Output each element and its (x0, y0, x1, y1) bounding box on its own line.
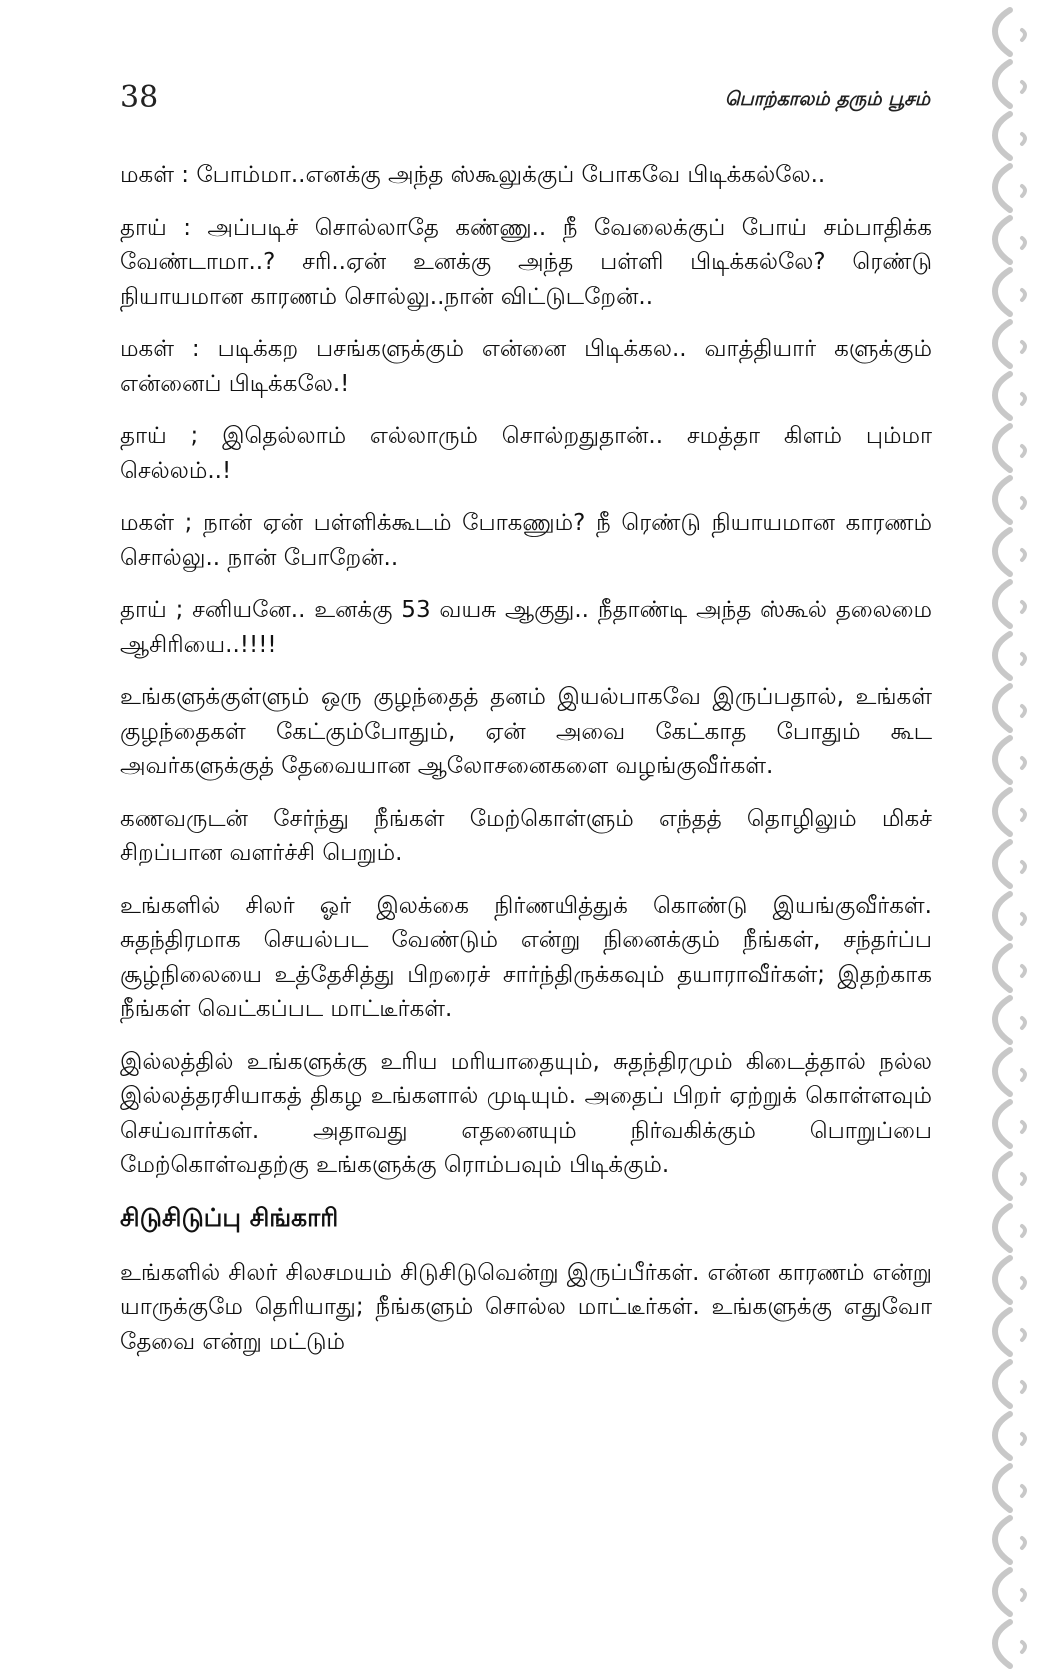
ornament-dot (1022, 1070, 1025, 1080)
ornament-curl (995, 1570, 1010, 1614)
ornament-curl (995, 270, 1010, 314)
paragraph: மகள் ; நான் ஏன் பள்ளிக்கூடம் போகணும்? நீ ரெண்டு நியாயமான காரணம் சொல்லு.. நான் போறேன்.. (120, 510, 932, 571)
page-content (120, 158, 932, 1377)
ornament-curl (995, 738, 1010, 782)
ornament-curl (995, 218, 1010, 262)
paragraph: கணவருடன் சேர்ந்து நீங்கள் மேற்கொள்ளும் எந்தத் தொழிலும் மிகச் சிறப்பான வளர்ச்சி பெறும். (120, 805, 932, 866)
paragraph: மகள் : படிக்கற பசங்களுக்கும் என்னை பிடிக்கல.. வாத்தியார் களுக்கும் என்னைப் பிடிக்கலே.! (120, 336, 932, 397)
running-title: பொற்காலம் தரும் பூசம் (724, 88, 930, 110)
ornament-curl (995, 478, 1010, 522)
paragraph: தாய் ; இதெல்லாம் எல்லாரும் சொல்றதுதான்.. சமத்தா கிளம் பும்மா செல்லம்..! (120, 423, 932, 484)
ornament-dot (1022, 1278, 1025, 1288)
ornament-dot (1022, 862, 1025, 872)
ornament-curl (995, 1362, 1010, 1406)
ornament-curl (995, 1050, 1010, 1094)
ornament-curl (995, 1102, 1010, 1146)
ornament-dot (1022, 1018, 1025, 1028)
ornament-dot (1022, 706, 1025, 716)
ornament-curl (995, 686, 1010, 730)
ornament-curl (995, 114, 1010, 158)
ornament-curl (995, 894, 1010, 938)
ornament-curl (995, 374, 1010, 418)
ornament-dot (1022, 498, 1025, 508)
paragraph: மகள் : போம்மா..எனக்கு அந்த ஸ்கூலுக்குப் போகவே பிடிக்கல்லே.. (120, 162, 826, 188)
ornament-dot (1022, 550, 1025, 560)
ornament-curl (995, 946, 1010, 990)
ornament-dot (1022, 82, 1025, 92)
ornament-dot (1022, 342, 1025, 352)
ornament-curl (995, 998, 1010, 1042)
ornament-dot (1022, 1434, 1025, 1444)
ornament-dot (1022, 1226, 1025, 1236)
border-ornament (970, 0, 1040, 1670)
ornament-dot (1022, 1122, 1025, 1132)
paragraph: உங்களில் சிலர் ஓர் இலக்கை நிர்ணயித்துக் கொண்டு இயங்குவீர்கள். சுதந்திரமாக செயல்பட வேண்டும் என்று நினைக்கும் நீங்கள், சந்தர்ப்ப சூழ்நிலையை உத்தேசித்து பிறரைச் சார்ந்திருக்கவும் தயாராவீர்கள்; இதற்காக நீங்கள் வெட்கப்பட மாட்டீர்கள். (120, 892, 932, 1022)
paragraph: உங்களுக்குள்ளும் ஒரு குழந்தைத் தனம் இயல்பாகவே இருப்பதால், உங்கள் குழந்தைகள் கேட்கும்போதும், ஏன் அவை கேட்காத போதும் கூட அவர்களுக்குத் தேவையான ஆலோசனைகளை வழங்குவீர்கள். (120, 684, 932, 779)
ornament-curl (995, 426, 1010, 470)
section-heading: சிடுசிடுப்பு சிங்காரி (120, 1202, 339, 1232)
paragraph: தாய் ; சனியனே.. உனக்கு 53 வயசு ஆகுது.. நீதாண்டி அந்த ஸ்கூல் தலைமை ஆசிரியை..!!!! (120, 597, 932, 658)
ornament-dot (1022, 1382, 1025, 1392)
ornament-dot (1022, 134, 1025, 144)
ornament-dot (1022, 290, 1025, 300)
ornament-dot (1022, 1642, 1025, 1652)
page-number: 38 (120, 80, 159, 115)
ornament-curl (995, 634, 1010, 678)
ornament-curl (995, 530, 1010, 574)
ornament-dot (1022, 654, 1025, 664)
ornament-dot (1022, 394, 1025, 404)
ornament-curl (995, 322, 1010, 366)
paragraph: தாய் : அப்படிச் சொல்லாதே கண்ணு.. நீ வேலைக்குப் போய் சம்பாதிக்க வேண்டாமா..? சரி..ஏன் உனக்கு அந்த பள்ளி பிடிக்கல்லே? ரெண்டு நியாயமான காரணம் சொல்லு..நான் விட்டுடறேன்.. (120, 214, 932, 310)
ornament-curl (995, 842, 1010, 886)
ornament-dot (1022, 1590, 1025, 1600)
ornament-dot (1022, 758, 1025, 768)
ornament-dot (1022, 810, 1025, 820)
ornament-curl (995, 582, 1010, 626)
ornament-dot (1022, 914, 1025, 924)
ornament-dot (1022, 446, 1025, 456)
ornament-curl (995, 1154, 1010, 1198)
ornament-dot (1022, 1330, 1025, 1340)
ornament-curl (995, 1258, 1010, 1302)
ornament-dot (1022, 1538, 1025, 1548)
ornament-dot (1022, 602, 1025, 612)
ornament-curl (995, 1518, 1010, 1562)
ornament-dot (1022, 1174, 1025, 1184)
ornament-curl (995, 1466, 1010, 1510)
ornament-curl (995, 10, 1010, 54)
ornament-dot (1022, 30, 1025, 40)
ornament-curl (995, 62, 1010, 106)
ornament-curl (995, 1414, 1010, 1458)
paragraph: இல்லத்தில் உங்களுக்கு உரிய மரியாதையும், சுதந்திரமும் கிடைத்தால் நல்ல இல்லத்தரசியாகத் திகழ உங்களால் முடியும். அதைப் பிறர் ஏற்றுக் கொள்ளவும் செய்வார்கள். அதாவது எதனையும் நிர்வகிக்கும் பொறுப்பை மேற்கொள்வதற்கு உங்களுக்கு ரொம்பவும் பிடிக்கும். (120, 1048, 932, 1178)
ornament-curl (995, 1206, 1010, 1250)
ornament-curl (995, 166, 1010, 210)
ornament-dot (1022, 1486, 1025, 1496)
ornament-dot (1022, 966, 1025, 976)
ornament-dot (1022, 238, 1025, 248)
ornament-curl (995, 1310, 1010, 1354)
ornament-dot (1022, 186, 1025, 196)
section-paragraph: உங்களில் சிலர் சிலசமயம் சிடுசிடுவென்று இருப்பீர்கள். என்ன காரணம் என்று யாருக்குமே தெரியாது; நீங்களும் சொல்ல மாட்டீர்கள். உங்களுக்கு எதுவோ தேவை என்று மட்டும் (120, 1259, 932, 1355)
ornament-curl (995, 790, 1010, 834)
ornament-curl (995, 1622, 1010, 1666)
